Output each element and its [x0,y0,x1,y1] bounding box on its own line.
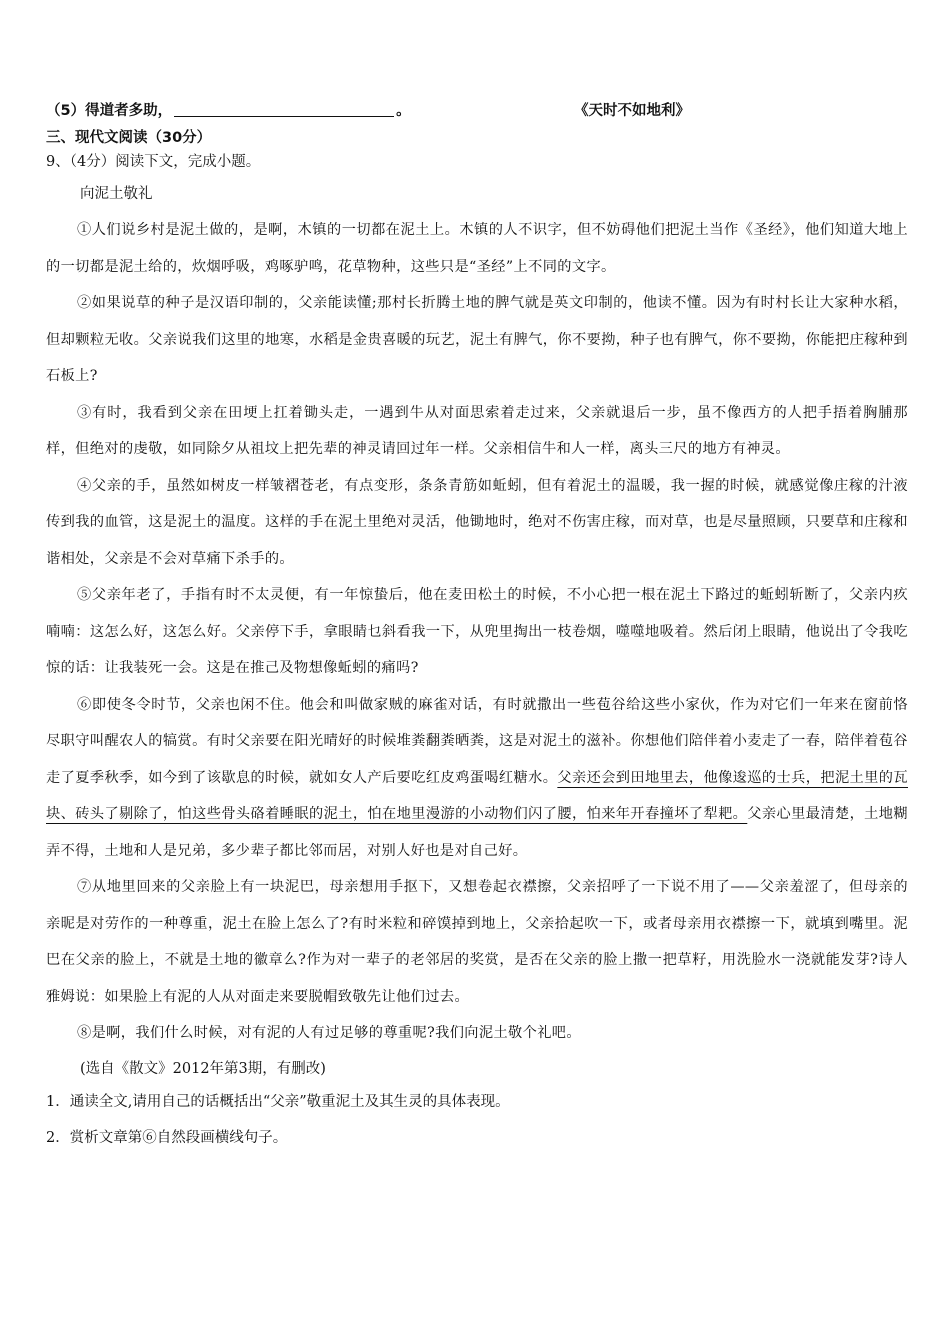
paragraph-6-after: 父亲心里最清楚，土地糊弄不得，土地和人是兄弟，多少辈子都比邻而居，对别人好也是对自己好。 [46,806,908,859]
paragraph-7: ⑦从地里回来的父亲脸上有一块泥巴，母亲想用手抠下，又想卷起衣襟擦，父亲招呼了一下说不用了——父亲羞涩了，但母亲的亲昵是对劳作的一种尊重，泥土在脸上怎么了?有时米粒和碎馍掉到地上，父亲拾起吹一下，或者母亲用衣襟擦一下，就填到嘴里。泥巴在父亲的脸上，不就是土地的徽章么?作为对一辈子的老邻居的奖赏，是否在父亲的脸上撒一把草籽，用洗脸水一浇就能发芽?诗人雅姆说：如果脸上有泥的人从对面走来要脱帽致敬先让他们过去。 [46,879,908,1005]
underlined-sentence: 父亲还会到田地里去，他像逡巡的士兵，把泥土里的瓦块、砖头了剔除了，怕这些骨头硌着睡眠的泥土，怕在地里漫游的小动物们闪了腰，怕来年开春撞坏了犁耙。 [46,769,908,822]
sub-question-2: 2．赏析文章第⑥自然段画横线句子。 [46,1129,288,1146]
paragraph-5: ⑤父亲年老了，手指有时不太灵便，有一年惊蛰后，他在麦田松土的时候，不小心把一根在泥土下路过的蚯蚓斩断了，父亲内疚喃喃：这怎么好，这怎么好。父亲停下手，拿眼睛乜斜看我一下，从兜里掏出一枝卷烟，噬噬地吸着。然后闭上眼睛，他说出了令我吃惊的话：让我装死一会。这是在推己及物想像蚯蚓的痛吗? [46,587,908,676]
paragraph-6 [46,687,908,870]
paragraph-3: ③有时，我看到父亲在田埂上扛着锄头走，一遇到牛从对面思索着走过来，父亲就退后一步，虽不像西方的人把手捂着胸脯那样，但绝对的虔敬，如同除夕从祖坟上把先辈的神灵请回过年一样。父亲相信牛和人一样，离头三尺的地方有神灵。 [46,404,908,457]
fill-blank-prefix: （5）得道者多助， [46,103,173,119]
question-intro: 9、（4分）阅读下文，完成小题。 [46,154,261,170]
section-heading: 三、现代文阅读（30分） [46,130,212,146]
article-source-note: (选自《散文》2012年第3期，有删改) [80,1060,326,1077]
answer-blank-line[interactable] [174,100,394,117]
fill-blank-suffix: 。 [396,103,411,119]
article-body [46,212,908,1052]
exam-page [46,96,908,1156]
paragraph-4: ④父亲的手，虽然如树皮一样皱褶苍老，有点变形，条条青筋如蚯蚓，但有着泥土的温暖，我一握的时候，就感觉像庄稼的汁液传到我的血管，这是泥土的温度。这样的手在泥土里绝对灵活，他锄地时，绝对不伤害庄稼，而对草，也是尽量照顾，只要草和庄稼和谐相处，父亲是不会对草痛下杀手的。 [46,477,908,567]
paragraph-8: ⑧是啊，我们什么时候，对有泥的人有过足够的尊重呢?我们向泥土敬个礼吧。 [77,1025,581,1041]
paragraph-1: ①人们说乡村是泥土做的，是啊，木镇的一切都在泥土上。木镇的人不识字，但不妨碍他们把泥土当作《圣经》，他们知道大地上的一切都是泥土给的，炊烟呼吸，鸡啄驴鸣，花草物种，这些只是“圣经”上不同的文字。 [46,222,908,275]
paragraph-2: ②如果说草的种子是汉语印制的，父亲能读懂;那村长折腾土地的脾气就是英文印制的，他读不懂。因为有时村长让大家种水稻，但却颗粒无收。父亲说我们这里的地寒，水稻是金贵喜暖的玩艺，泥土有脾气，你不要拗，种子也有脾气，你不要拗，你能把庄稼种到石板上? [46,295,908,384]
fill-blank-source: 《天时不如地利》 [574,103,690,119]
paragraph-6-text: ⑥即使冬令时节，父亲也闲不住。他会和叫做家贼的麻雀对话，有时就撒出一些苞谷给这些小家伙，作为对它们一年来在窗前恪尽职守叫醒农人的犒赏。有时父亲要在阳光晴好的时候堆粪翻粪晒粪，这是对泥土的滋补。你想他们陪伴着小麦走了一春，陪伴着苞谷走了夏季秋季，如今到了该歇息的时候，就如女人产后要吃红皮鸡蛋喝红糖水。 [46,696,908,786]
fill-blank-item [46,96,908,126]
sub-question-1: 1．通读全文,请用自己的话概括出“父亲”敬重泥土及其生灵的具体表现。 [46,1093,510,1110]
article-title: 向泥土敬礼 [80,186,153,202]
